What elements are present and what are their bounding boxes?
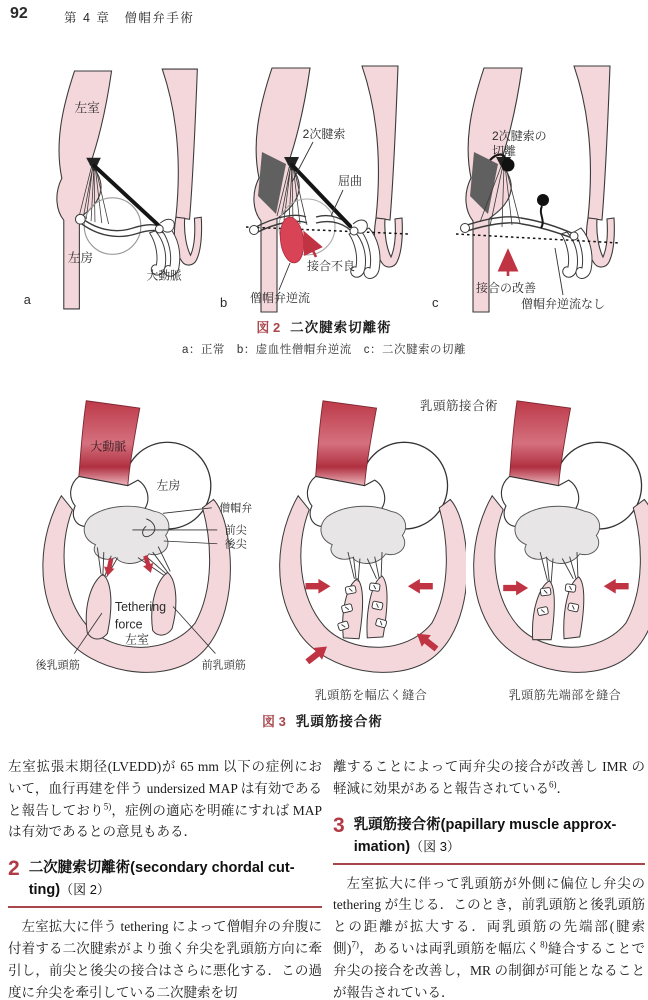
figure-reference: （図 2） bbox=[60, 882, 110, 898]
section-heading-3 bbox=[333, 815, 645, 865]
fig3-caption-label: 図 3 bbox=[262, 714, 286, 729]
section-title-line2-text: ting) bbox=[28, 882, 61, 899]
panel-tag-b: b bbox=[220, 295, 228, 310]
fig3-heart-wide-suture bbox=[276, 398, 466, 684]
fig2-caption-title: 二次腱索切離術 bbox=[290, 320, 392, 335]
figure-reference: （図 3） bbox=[410, 838, 460, 854]
label-no-mr: 僧帽弁逆流なし bbox=[521, 297, 606, 311]
fig3-heart3-caption: 乳頭筋先端部を縫合 bbox=[508, 688, 622, 702]
approximation-arrow bbox=[503, 581, 528, 596]
reference-8: 8) bbox=[540, 939, 548, 950]
label-lv: 左室 bbox=[125, 632, 149, 647]
text-run: 縫合することで弁尖の接合を改善し，MR の制御が可能となることが報告されている． bbox=[333, 940, 646, 1000]
label-lv: 左室 bbox=[74, 100, 100, 115]
reference-6: 6) bbox=[549, 779, 557, 790]
fig3-heart2-caption: 乳頭筋を幅広く縫合 bbox=[314, 688, 428, 702]
section-title-line2-text: imation) bbox=[353, 838, 411, 855]
text-run: 左室拡張末期径(LVEDD)が 65 mm 以下の症例において，血行再建を伴う undersized MAP は有効であると報告しており bbox=[8, 759, 322, 818]
fig3-procedure-label: 乳頭筋接合術 bbox=[420, 399, 499, 413]
tethering-arrow bbox=[102, 557, 116, 577]
approximation-arrow bbox=[604, 579, 629, 594]
approximation-arrow bbox=[408, 579, 433, 594]
chapter-header: 第 4 章 僧帽弁手術 bbox=[64, 11, 195, 25]
section-heading-2 bbox=[8, 858, 322, 908]
section-title-line1: 二次腱索切離術(secondary chordal cut- bbox=[28, 860, 295, 877]
text-run: 左室拡大に伴う tethering によって僧帽弁の弁腹に付着する二次腱索がより強く弁尖を乳頭筋方向に牽引し，前尖と後尖の接合はさらに悪化する．この過度に弁尖を牽引している二次腱索を切 bbox=[8, 919, 322, 1000]
fig2-caption-sub: a：正常 b：虚血性僧帽弁逆流 c：二次腱索の切離 bbox=[181, 344, 467, 356]
label-secondary-chordae: 2次腱索 bbox=[302, 127, 346, 141]
label-improved: 接合の改善 bbox=[476, 281, 537, 295]
label-mr: 僧帽弁逆流 bbox=[250, 291, 311, 305]
section-number: 2 bbox=[8, 857, 20, 881]
fig2-panel-b bbox=[212, 64, 417, 314]
section-number: 3 bbox=[333, 813, 345, 837]
paragraph bbox=[333, 756, 645, 800]
section-title bbox=[354, 815, 617, 858]
label-tethering-2: force bbox=[114, 617, 143, 632]
label-bend: 屈曲 bbox=[337, 174, 363, 188]
text-run: ，あるいは両乳頭筋を幅広く bbox=[358, 940, 541, 956]
label-anterior-leaflet: 前尖 bbox=[224, 524, 247, 537]
fig2-caption-label: 図 2 bbox=[256, 320, 281, 335]
fig3-heart-tethered bbox=[28, 398, 270, 684]
malcoaptation-arrow bbox=[305, 234, 316, 257]
text-run: ，症例の適応を明確にすれば MAP は有効であるとの意見もある． bbox=[8, 802, 323, 840]
section-title bbox=[29, 858, 295, 901]
page-number: 92 bbox=[10, 5, 28, 22]
panel-tag-c: c bbox=[432, 295, 439, 310]
reference-7: 7) bbox=[351, 939, 359, 950]
cut-chorda-stub bbox=[537, 194, 549, 206]
label-mitral-valve: 僧帽弁 bbox=[219, 502, 253, 515]
label-posterior-pm: 後乳頭筋 bbox=[35, 659, 80, 672]
label-malcoaptation: 接合不良 bbox=[307, 259, 356, 273]
text-run: ． bbox=[556, 780, 570, 796]
label-la: 左房 bbox=[67, 251, 94, 266]
section-title-line1: 乳頭筋接合術(papillary muscle approx- bbox=[353, 816, 617, 833]
paragraph bbox=[333, 873, 645, 1000]
label-aorta: 大動脈 bbox=[90, 439, 127, 454]
fig3-heart-tip-suture bbox=[470, 398, 648, 684]
approximation-arrow bbox=[306, 579, 331, 594]
posterior-papillary-muscle bbox=[86, 574, 111, 639]
right-column bbox=[333, 756, 645, 1000]
label-anterior-pm: 前乳頭筋 bbox=[201, 659, 246, 672]
reference-5: 5) bbox=[103, 801, 112, 812]
cut-chorda-stub bbox=[502, 159, 515, 172]
fig3-caption-title: 乳頭筋接合術 bbox=[295, 714, 383, 729]
label-la: 左房 bbox=[156, 478, 181, 493]
label-posterior-leaflet: 後尖 bbox=[224, 538, 247, 551]
paragraph bbox=[8, 756, 322, 843]
valve-circle bbox=[84, 198, 141, 255]
fig2-panel-c bbox=[424, 64, 644, 314]
left-column bbox=[8, 756, 322, 1000]
section-title-line2 bbox=[29, 879, 295, 901]
text-run: 離することによって両弁尖の接合が改善し IMR の軽減に効果があると報告されている bbox=[333, 759, 645, 796]
label-aorta: 大動脈 bbox=[146, 269, 182, 283]
fig2-panel-a bbox=[16, 64, 211, 314]
fig3-caption bbox=[262, 710, 383, 731]
section-title-line2 bbox=[354, 836, 617, 858]
label-cutting-line2: 切離 bbox=[492, 144, 517, 158]
text-run: 左室拡大に伴って乳頭筋が外側に偏位し弁尖の tethering が生じる．このとき，前乳頭筋と後乳頭筋との距離が拡大する．両乳頭筋の先端部(腱索側) bbox=[333, 875, 645, 956]
secondary-chorda-line bbox=[94, 166, 159, 226]
paragraph bbox=[8, 916, 322, 1000]
label-cutting-line1: 2次腱索の bbox=[492, 129, 547, 143]
panel-tag-a: a bbox=[23, 293, 31, 308]
label-tethering-1: Tethering bbox=[114, 600, 167, 615]
fig2-caption bbox=[0, 316, 648, 357]
